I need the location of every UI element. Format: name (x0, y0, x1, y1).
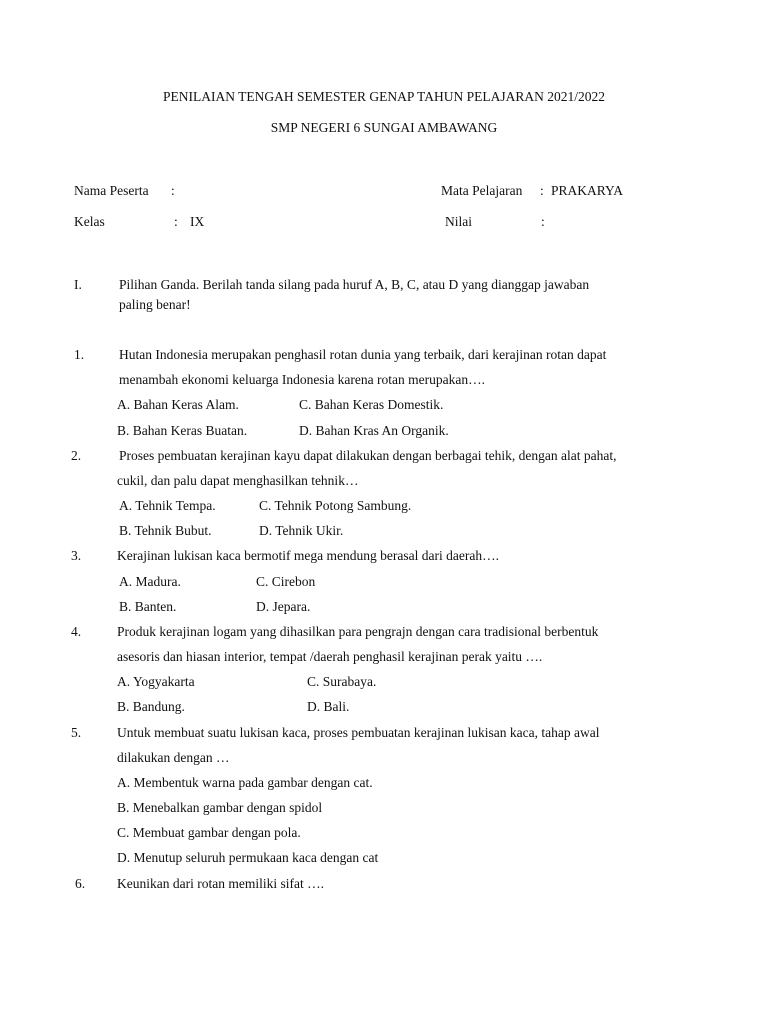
question-text-line: dilakukan dengan … (117, 750, 230, 765)
section-instruction-line-2: paling benar! (119, 297, 191, 312)
question-number: 2. (71, 448, 82, 463)
question-number: 1. (74, 347, 85, 362)
question-text-line: Keunikan dari rotan memiliki sifat …. (117, 876, 324, 891)
nilai-label: Nilai (445, 214, 472, 229)
answer-option-b[interactable]: B. Bandung. (117, 699, 185, 714)
kelas-value: IX (190, 214, 205, 229)
exam-title: PENILAIAN TENGAH SEMESTER GENAP TAHUN PELAJARAN 2021/2022 (163, 89, 605, 104)
answer-option-a[interactable]: A. Yogyakarta (117, 674, 195, 689)
nama-peserta-colon: : (171, 183, 175, 198)
question-text-line: Kerajinan lukisan kaca bermotif mega mendung berasal dari daerah…. (117, 548, 499, 563)
question-text-line: Hutan Indonesia merupakan penghasil rotan dunia yang terbaik, dari kerajinan rotan dapat (119, 347, 607, 362)
question-number: 5. (71, 725, 82, 740)
question-text-line: Untuk membuat suatu lukisan kaca, proses pembuatan kerajinan lukisan kaca, tahap awal (117, 725, 600, 740)
mata-pelajaran-label: Mata Pelajaran (441, 183, 523, 198)
answer-option-d[interactable]: D. Menutup seluruh permukaan kaca dengan cat (117, 850, 379, 865)
question-number: 3. (71, 548, 82, 563)
question-text-line: asesoris dan hiasan interior, tempat /daerah penghasil kerajinan perak yaitu …. (117, 649, 543, 664)
kelas-label: Kelas (74, 214, 105, 229)
answer-option-b[interactable]: B. Bahan Keras Buatan. (117, 423, 248, 438)
answer-option-d[interactable]: D. Bali. (307, 699, 350, 714)
answer-option-b[interactable]: B. Tehnik Bubut. (119, 523, 212, 538)
answer-option-d[interactable]: D. Bahan Kras An Organik. (299, 423, 449, 438)
mata-pelajaran-colon: : (540, 183, 544, 198)
answer-option-c[interactable]: C. Cirebon (256, 574, 316, 589)
question-text-line: Proses pembuatan kerajinan kayu dapat dilakukan dengan berbagai tehik, dengan alat pahat, (119, 448, 617, 463)
mata-pelajaran-value: PRAKARYA (551, 183, 624, 198)
section-number: I. (74, 277, 82, 292)
answer-option-c[interactable]: C. Membuat gambar dengan pola. (117, 825, 301, 840)
question-number: 6. (75, 876, 86, 891)
answer-option-b[interactable]: B. Banten. (119, 599, 177, 614)
answer-option-d[interactable]: D. Tehnik Ukir. (259, 523, 344, 538)
answer-option-b[interactable]: B. Menebalkan gambar dengan spidol (117, 800, 323, 815)
answer-option-a[interactable]: A. Membentuk warna pada gambar dengan cat. (117, 775, 373, 790)
answer-option-a[interactable]: A. Tehnik Tempa. (119, 498, 216, 513)
answer-option-d[interactable]: D. Jepara. (256, 599, 311, 614)
answer-option-c[interactable]: C. Tehnik Potong Sambung. (259, 498, 412, 513)
answer-option-c[interactable]: C. Surabaya. (307, 674, 377, 689)
kelas-colon: : (174, 214, 178, 229)
nama-peserta-label: Nama Peserta (74, 183, 149, 198)
answer-option-a[interactable]: A. Bahan Keras Alam. (117, 397, 239, 412)
question-text-line: menambah ekonomi keluarga Indonesia karena rotan merupakan…. (119, 372, 485, 387)
nilai-colon: : (541, 214, 545, 229)
answer-option-a[interactable]: A. Madura. (119, 574, 181, 589)
answer-option-c[interactable]: C. Bahan Keras Domestik. (299, 397, 444, 412)
question-number: 4. (71, 624, 82, 639)
question-text-line: cukil, dan palu dapat menghasilkan tehnik… (117, 473, 359, 488)
school-name: SMP NEGERI 6 SUNGAI AMBAWANG (270, 120, 498, 135)
question-text-line: Produk kerajinan logam yang dihasilkan para pengrajn dengan cara tradisional berbentuk (117, 624, 599, 639)
section-instruction-line-1: Pilihan Ganda. Berilah tanda silang pada huruf A, B, C, atau D yang dianggap jawaban (119, 277, 590, 292)
